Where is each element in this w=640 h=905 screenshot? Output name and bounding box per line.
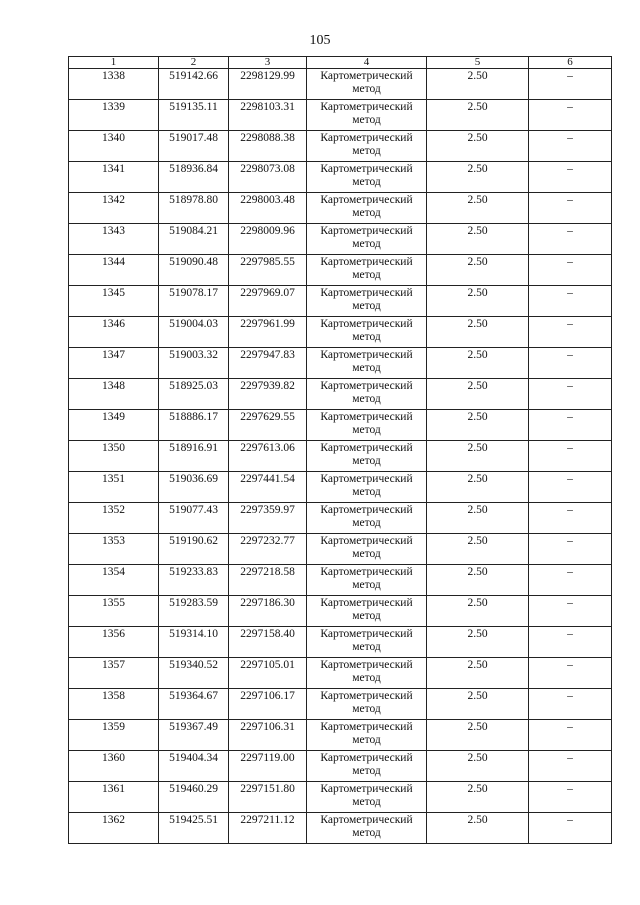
accuracy-cell: 2.50 [427,348,529,379]
y-coordinate-cell: 2297961.99 [229,317,307,348]
method-cell: Картометрический метод [307,689,427,720]
header-row [69,57,612,69]
y-coordinate-cell: 2297359.97 [229,503,307,534]
accuracy-cell: 2.50 [427,658,529,689]
y-coordinate-cell: 2297211.12 [229,813,307,844]
y-coordinate-cell: 2297985.55 [229,255,307,286]
method-cell: Картометрический метод [307,782,427,813]
method-cell: Картометрический метод [307,658,427,689]
point-number-cell: 1362 [69,813,159,844]
note-cell: – [529,255,612,286]
accuracy-cell: 2.50 [427,596,529,627]
x-coordinate-cell: 519364.67 [159,689,229,720]
y-coordinate-cell: 2297969.07 [229,286,307,317]
table-row [69,131,612,162]
accuracy-cell: 2.50 [427,193,529,224]
accuracy-cell: 2.50 [427,69,529,100]
method-cell: Картометрический метод [307,720,427,751]
table-row [69,720,612,751]
accuracy-cell: 2.50 [427,565,529,596]
accuracy-cell: 2.50 [427,627,529,658]
y-coordinate-cell: 2297106.31 [229,720,307,751]
note-cell: – [529,627,612,658]
point-number-cell: 1350 [69,441,159,472]
method-cell: Картометрический метод [307,162,427,193]
table-row [69,286,612,317]
page-number: 105 [309,33,331,48]
note-cell: – [529,534,612,565]
table-row [69,441,612,472]
table-row [69,503,612,534]
method-cell: Картометрический метод [307,100,427,131]
table-header [69,57,612,69]
coordinates-table [68,56,612,844]
method-cell: Картометрический метод [307,224,427,255]
note-cell: – [529,379,612,410]
point-number-cell: 1344 [69,255,159,286]
table-row [69,813,612,844]
column-header-3: 3 [229,57,307,69]
note-cell: – [529,720,612,751]
method-cell: Картометрический метод [307,131,427,162]
point-number-cell: 1345 [69,286,159,317]
y-coordinate-cell: 2297629.55 [229,410,307,441]
note-cell: – [529,410,612,441]
table-row [69,410,612,441]
point-number-cell: 1351 [69,472,159,503]
method-cell: Картометрический метод [307,596,427,627]
accuracy-cell: 2.50 [427,100,529,131]
table-row [69,658,612,689]
x-coordinate-cell: 519077.43 [159,503,229,534]
point-number-cell: 1340 [69,131,159,162]
note-cell: – [529,472,612,503]
method-cell: Картометрический метод [307,410,427,441]
table-row [69,596,612,627]
note-cell: – [529,69,612,100]
y-coordinate-cell: 2297939.82 [229,379,307,410]
point-number-cell: 1354 [69,565,159,596]
note-cell: – [529,689,612,720]
x-coordinate-cell: 518936.84 [159,162,229,193]
note-cell: – [529,565,612,596]
accuracy-cell: 2.50 [427,503,529,534]
point-number-cell: 1339 [69,100,159,131]
note-cell: – [529,162,612,193]
y-coordinate-cell: 2298129.99 [229,69,307,100]
table-row [69,534,612,565]
point-number-cell: 1359 [69,720,159,751]
x-coordinate-cell: 519090.48 [159,255,229,286]
x-coordinate-cell: 519367.49 [159,720,229,751]
accuracy-cell: 2.50 [427,131,529,162]
point-number-cell: 1341 [69,162,159,193]
table-row [69,751,612,782]
method-cell: Картометрический метод [307,69,427,100]
y-coordinate-cell: 2297106.17 [229,689,307,720]
column-header-2: 2 [159,57,229,69]
accuracy-cell: 2.50 [427,255,529,286]
x-coordinate-cell: 519283.59 [159,596,229,627]
y-coordinate-cell: 2297218.58 [229,565,307,596]
table-row [69,379,612,410]
accuracy-cell: 2.50 [427,410,529,441]
accuracy-cell: 2.50 [427,379,529,410]
note-cell: – [529,131,612,162]
point-number-cell: 1360 [69,751,159,782]
y-coordinate-cell: 2297441.54 [229,472,307,503]
note-cell: – [529,441,612,472]
y-coordinate-cell: 2297613.06 [229,441,307,472]
x-coordinate-cell: 519135.11 [159,100,229,131]
note-cell: – [529,348,612,379]
column-header-4: 4 [307,57,427,69]
x-coordinate-cell: 519004.03 [159,317,229,348]
table-row [69,224,612,255]
table-row [69,689,612,720]
y-coordinate-cell: 2298003.48 [229,193,307,224]
method-cell: Картометрический метод [307,751,427,782]
note-cell: – [529,100,612,131]
point-number-cell: 1348 [69,379,159,410]
note-cell: – [529,658,612,689]
note-cell: – [529,751,612,782]
method-cell: Картометрический метод [307,534,427,565]
y-coordinate-cell: 2297105.01 [229,658,307,689]
note-cell: – [529,782,612,813]
table-row [69,565,612,596]
note-cell: – [529,317,612,348]
method-cell: Картометрический метод [307,286,427,317]
method-cell: Картометрический метод [307,441,427,472]
y-coordinate-cell: 2298088.38 [229,131,307,162]
method-cell: Картометрический метод [307,317,427,348]
x-coordinate-cell: 519142.66 [159,69,229,100]
x-coordinate-cell: 519017.48 [159,131,229,162]
point-number-cell: 1342 [69,193,159,224]
table-row [69,627,612,658]
note-cell: – [529,503,612,534]
x-coordinate-cell: 519460.29 [159,782,229,813]
y-coordinate-cell: 2298009.96 [229,224,307,255]
method-cell: Картометрический метод [307,379,427,410]
table-row [69,69,612,100]
accuracy-cell: 2.50 [427,782,529,813]
note-cell: – [529,286,612,317]
table-row [69,782,612,813]
x-coordinate-cell: 519190.62 [159,534,229,565]
x-coordinate-cell: 519078.17 [159,286,229,317]
column-header-6: 6 [529,57,612,69]
table-row [69,100,612,131]
method-cell: Картометрический метод [307,503,427,534]
note-cell: – [529,193,612,224]
point-number-cell: 1353 [69,534,159,565]
table-row [69,255,612,286]
accuracy-cell: 2.50 [427,534,529,565]
point-number-cell: 1338 [69,69,159,100]
x-coordinate-cell: 518886.17 [159,410,229,441]
method-cell: Картометрический метод [307,193,427,224]
x-coordinate-cell: 518916.91 [159,441,229,472]
y-coordinate-cell: 2297151.80 [229,782,307,813]
y-coordinate-cell: 2297186.30 [229,596,307,627]
table-row [69,193,612,224]
y-coordinate-cell: 2298073.08 [229,162,307,193]
column-header-1: 1 [69,57,159,69]
accuracy-cell: 2.50 [427,751,529,782]
accuracy-cell: 2.50 [427,286,529,317]
y-coordinate-cell: 2297947.83 [229,348,307,379]
column-header-5: 5 [427,57,529,69]
method-cell: Картометрический метод [307,565,427,596]
x-coordinate-cell: 519425.51 [159,813,229,844]
note-cell: – [529,224,612,255]
method-cell: Картометрический метод [307,813,427,844]
point-number-cell: 1356 [69,627,159,658]
x-coordinate-cell: 518925.03 [159,379,229,410]
y-coordinate-cell: 2297232.77 [229,534,307,565]
x-coordinate-cell: 519084.21 [159,224,229,255]
table-body [69,69,612,844]
point-number-cell: 1358 [69,689,159,720]
point-number-cell: 1349 [69,410,159,441]
method-cell: Картометрический метод [307,627,427,658]
x-coordinate-cell: 518978.80 [159,193,229,224]
x-coordinate-cell: 519340.52 [159,658,229,689]
accuracy-cell: 2.50 [427,689,529,720]
x-coordinate-cell: 519036.69 [159,472,229,503]
method-cell: Картометрический метод [307,255,427,286]
x-coordinate-cell: 519003.32 [159,348,229,379]
x-coordinate-cell: 519314.10 [159,627,229,658]
point-number-cell: 1361 [69,782,159,813]
method-cell: Картометрический метод [307,348,427,379]
accuracy-cell: 2.50 [427,472,529,503]
table-row [69,162,612,193]
method-cell: Картометрический метод [307,472,427,503]
note-cell: – [529,813,612,844]
accuracy-cell: 2.50 [427,720,529,751]
table-row [69,348,612,379]
y-coordinate-cell: 2298103.31 [229,100,307,131]
point-number-cell: 1346 [69,317,159,348]
point-number-cell: 1352 [69,503,159,534]
x-coordinate-cell: 519233.83 [159,565,229,596]
accuracy-cell: 2.50 [427,813,529,844]
point-number-cell: 1357 [69,658,159,689]
table-row [69,317,612,348]
accuracy-cell: 2.50 [427,224,529,255]
accuracy-cell: 2.50 [427,441,529,472]
x-coordinate-cell: 519404.34 [159,751,229,782]
note-cell: – [529,596,612,627]
point-number-cell: 1355 [69,596,159,627]
point-number-cell: 1347 [69,348,159,379]
point-number-cell: 1343 [69,224,159,255]
table-row [69,472,612,503]
y-coordinate-cell: 2297158.40 [229,627,307,658]
accuracy-cell: 2.50 [427,317,529,348]
accuracy-cell: 2.50 [427,162,529,193]
y-coordinate-cell: 2297119.00 [229,751,307,782]
